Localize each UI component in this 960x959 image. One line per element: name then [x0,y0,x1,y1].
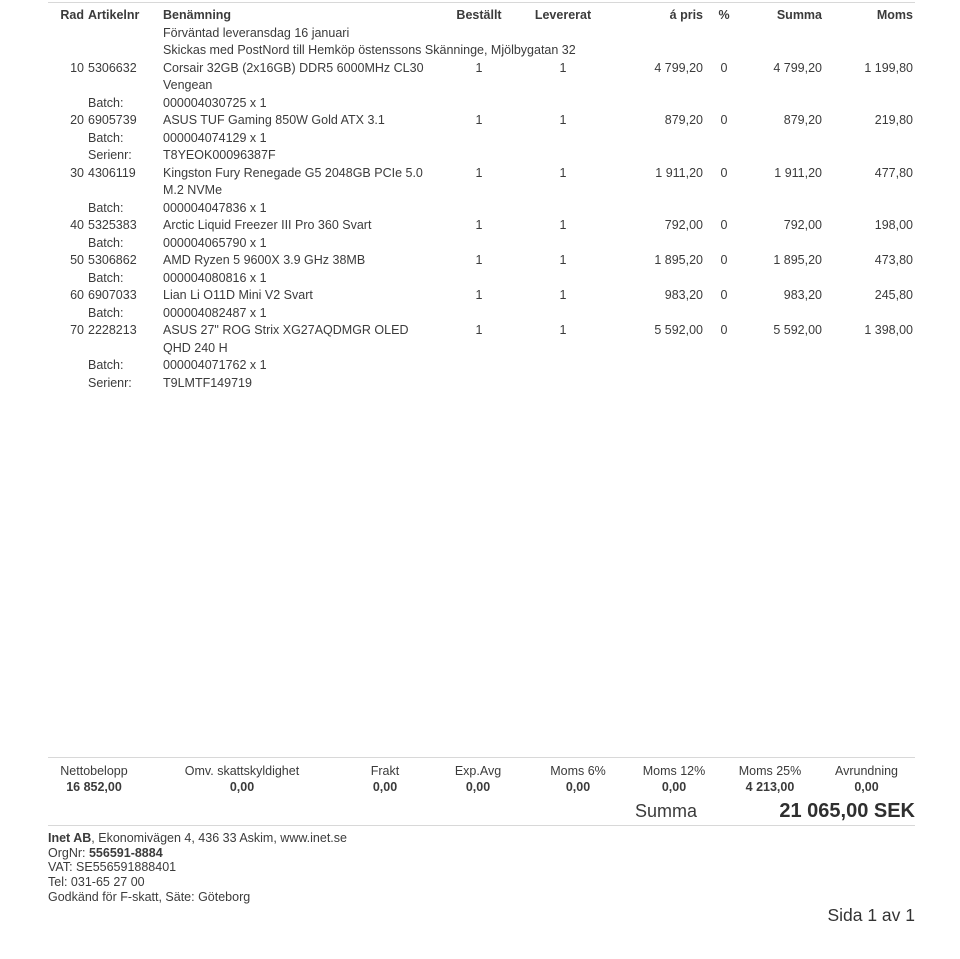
table-row [48,112,915,130]
levererat-cell [503,270,623,288]
summa-cell [745,130,822,148]
bestallt-cell: Beställt [456,8,502,22]
rad-cell: 60 [70,288,84,302]
pct-cell: 0 [720,218,728,232]
moms-cell: Moms [876,8,913,22]
benamning-cell: 000004047836 x 1 [163,200,267,215]
levererat-cell: 1 [559,113,567,127]
levererat-cell [503,147,623,165]
meta-row [48,130,915,148]
moms-cell: 1 398,00 [864,323,913,337]
company-name: Inet AB [48,831,92,845]
summa-cell [745,235,822,253]
meta-row [48,147,915,165]
moms-cell [822,375,913,393]
total-value: 0,00 [661,780,687,794]
moms-cell [822,305,913,323]
artikelnr-cell: Batch: [88,270,124,285]
levererat-cell: 1 [559,218,567,232]
apris-cell [623,42,703,60]
summa-cell: Summa [776,8,822,22]
moms-cell [822,42,913,60]
rad-cell [48,357,84,375]
artikelnr-cell: Artikelnr [88,8,140,22]
total-value: 0,00 [465,780,491,794]
benamning-cell: 000004074129 x 1 [163,130,267,145]
table-row [48,322,915,357]
pct-cell: 0 [720,323,728,337]
footer-fskatt-line: Godkänd för F-skatt, Säte: Göteborg [48,889,251,904]
benamning-cell: 000004082487 x 1 [163,305,267,320]
summa-cell: 1 911,20 [774,165,822,180]
moms-cell: 1 199,80 [864,60,913,75]
artikelnr-cell: Batch: [88,130,124,145]
bestallt-cell: 1 [475,113,483,127]
apris-cell: 1 895,20 [654,253,703,267]
pct-cell [703,305,745,323]
moms-cell: 473,80 [874,253,913,267]
apris-cell: 4 799,20 [654,60,703,75]
bestallt-cell [455,200,503,218]
benamning-cell: T8YEOK00096387F [163,148,276,162]
pct-cell [703,130,745,148]
artikelnr-cell: 4306119 [88,165,136,180]
rad-cell [48,235,84,253]
rad-cell [48,305,84,323]
summa-cell [745,25,822,43]
page-indicator: Sida 1 av 1 [827,905,915,925]
pct-cell [703,357,745,375]
apris-cell: 1 911,20 [655,165,703,180]
apris-cell [623,235,703,253]
artikelnr-cell: Batch: [88,95,124,110]
summa-cell [745,305,822,323]
apris-cell [623,375,703,393]
totals-section [48,757,915,823]
levererat-cell [503,95,623,113]
moms-cell: 245,80 [874,288,913,302]
table-row [48,287,915,305]
moms-cell [822,357,913,375]
benamning-cell: Corsair 32GB (2x16GB) DDR5 6000MHz CL30 Vengean [163,60,424,92]
meta-row [48,95,915,113]
total-label: Nettobelopp [60,764,128,778]
summa-cell [745,200,822,218]
benamning-cell: Kingston Fury Renegade G5 2048GB PCIe 5.0 M.2 NVMe [163,165,423,197]
rad-cell: 10 [70,60,84,75]
moms-cell: 477,80 [874,165,913,180]
apris-cell: 879,20 [664,113,703,127]
pct-cell: 0 [720,60,728,75]
bestallt-cell: 1 [475,165,483,180]
pct-cell [703,200,745,218]
table-row [48,217,915,235]
apris-cell [623,25,703,43]
rad-cell: 50 [70,253,84,267]
bestallt-cell [455,305,503,323]
levererat-cell: 1 [559,323,567,337]
summa-cell [745,270,822,288]
total-label: Frakt [370,764,400,778]
total-label: Omv. skattskyldighet [184,764,300,778]
moms-cell: 219,80 [874,113,913,127]
total-cell [48,763,140,795]
artikelnr-cell: 5306632 [88,60,137,75]
artikelnr-cell [88,25,163,43]
bestallt-cell [455,95,503,113]
artikelnr-cell [88,42,163,60]
benamning-cell: 000004030725 x 1 [163,95,267,110]
apris-cell [623,200,703,218]
bestallt-cell: 1 [475,218,483,232]
benamning-cell: Skickas med PostNord till Hemköp östenssons Skänninge, Mjölbygatan 32 [163,43,576,57]
apris-cell [623,147,703,165]
apris-cell [623,270,703,288]
summa-cell: 983,20 [783,288,822,302]
apris-cell: 983,20 [664,288,703,302]
rad-cell: 70 [70,323,84,337]
total-label: Moms 12% [642,764,706,778]
items-table [48,2,915,392]
levererat-cell [503,130,623,148]
rad-cell [48,25,84,43]
pct-cell [703,147,745,165]
pct-cell [703,270,745,288]
rad-cell [48,200,84,218]
grand-total-label: Summa [635,801,698,821]
rad-cell [48,130,84,148]
summa-cell [745,147,822,165]
artikelnr-cell: Serienr: [88,148,132,162]
rad-cell [48,375,84,393]
rad-cell [48,95,84,113]
footer-company-line [48,831,915,846]
moms-cell [822,95,913,113]
pct-cell [703,42,745,60]
rad-cell: 20 [70,113,84,127]
moms-cell [822,235,913,253]
pct-cell [703,25,745,43]
artikelnr-cell: Batch: [88,235,124,250]
bestallt-cell [455,270,503,288]
pct-cell: % [718,8,730,22]
total-value: 0,00 [565,780,591,794]
table-row [48,165,915,200]
benamning-cell: AMD Ryzen 5 9600X 3.9 GHz 38MB [163,253,366,267]
pct-cell [703,235,745,253]
pct-cell [703,375,745,393]
note-row [48,42,915,60]
levererat-cell [503,200,623,218]
total-value: 0,00 [229,780,255,794]
summa-cell: 879,20 [783,113,822,127]
apris-cell [623,305,703,323]
total-label: Moms 25% [738,764,802,778]
total-value: 0,00 [854,780,879,794]
artikelnr-cell: 6907033 [88,288,137,302]
levererat-cell: Levererat [534,8,592,22]
bestallt-cell: 1 [475,323,483,337]
summa-cell [745,357,822,375]
benamning-cell: 000004071762 x 1 [163,358,267,372]
meta-row [48,235,915,253]
artikelnr-cell: Serienr: [88,375,132,390]
total-label: Moms 6% [550,764,606,778]
grand-total-value: 21 065,00 SEK [779,800,915,822]
total-value: 0,00 [372,780,398,794]
pct-cell: 0 [720,253,728,267]
bestallt-cell [455,375,503,393]
bestallt-cell: 1 [475,288,483,302]
apris-cell: á pris [669,8,703,22]
bestallt-cell [455,130,503,148]
levererat-cell [503,25,623,43]
total-cell [530,763,626,795]
rad-cell: 40 [70,218,84,232]
rad-cell [48,147,84,165]
benamning-cell: Benämning [163,8,232,22]
summa-cell: 792,00 [783,218,822,232]
levererat-cell [503,235,623,253]
levererat-cell: 1 [559,165,567,180]
grand-total-row [48,800,915,823]
pct-cell [703,95,745,113]
company-address: , Ekonomivägen 4, 436 33 Askim, www.inet.se [91,831,347,845]
bestallt-cell: 1 [475,253,483,267]
bestallt-cell [455,147,503,165]
benamning-cell: Lian Li O11D Mini V2 Svart [163,288,313,302]
artikelnr-cell: 2228213 [88,323,137,337]
bestallt-cell: 1 [475,60,483,75]
benamning-cell: Arctic Liquid Freezer III Pro 360 Svart [163,218,372,232]
bestallt-cell [455,357,503,375]
company-footer [48,825,915,905]
total-label: Avrundning [834,764,898,778]
table-row [48,252,915,270]
benamning-cell: 000004065790 x 1 [163,235,267,250]
artikelnr-cell: Batch: [88,200,124,215]
summa-cell [745,95,822,113]
total-cell [140,763,344,795]
levererat-cell [503,42,623,60]
orgnr-value: 556591-8884 [88,845,163,860]
moms-cell [822,130,913,148]
meta-row [48,200,915,218]
apris-cell [623,357,703,375]
rad-cell: Rad [60,8,84,22]
levererat-cell: 1 [559,253,567,267]
moms-cell [822,25,913,43]
bestallt-cell [455,42,503,60]
benamning-cell: 000004080816 x 1 [163,270,267,285]
benamning-cell: ASUS TUF Gaming 850W Gold ATX 3.1 [163,113,385,127]
pct-cell: 0 [720,165,728,180]
summa-cell [745,42,822,60]
meta-row [48,375,915,393]
totals-row [48,763,915,795]
levererat-cell: 1 [559,288,567,302]
footer-orgnr-line [48,846,915,861]
moms-cell: 198,00 [874,218,913,232]
bestallt-cell [455,25,503,43]
artikelnr-cell: 5306862 [88,253,137,267]
levererat-cell [503,357,623,375]
pct-cell: 0 [720,113,728,127]
summa-cell [745,375,822,393]
total-value: 16 852,00 [66,780,122,794]
note-row [48,25,915,43]
total-cell [722,763,818,795]
pct-cell: 0 [720,288,728,302]
artikelnr-cell: Batch: [88,358,124,372]
moms-cell [822,147,913,165]
summa-cell: 5 592,00 [773,323,822,337]
rad-cell: 30 [70,165,84,180]
artikelnr-cell: Batch: [88,305,124,320]
benamning-cell: ASUS 27" ROG Strix XG27AQDMGR OLED QHD 240 H [163,323,409,355]
levererat-cell [503,375,623,393]
footer-tel-line: Tel: 031-65 27 00 [48,875,145,890]
total-cell [818,763,915,795]
rad-cell [48,42,84,60]
bestallt-cell [455,235,503,253]
rad-cell [48,270,84,288]
benamning-cell: Förväntad leveransdag 16 januari [163,25,350,40]
total-cell [626,763,722,795]
apris-cell: 5 592,00 [654,323,703,337]
table-row [48,60,915,95]
total-label: Exp.Avg [454,764,502,778]
artikelnr-cell: 6905739 [88,113,137,127]
meta-row [48,305,915,323]
total-cell [426,763,530,795]
meta-row [48,270,915,288]
levererat-cell: 1 [559,60,567,75]
moms-cell [822,200,913,218]
benamning-cell: T9LMTF149719 [163,375,252,390]
footer-vat-line: VAT: SE556591888401 [48,860,177,875]
total-cell [344,763,426,795]
apris-cell: 792,00 [664,218,703,232]
apris-cell [623,130,703,148]
artikelnr-cell: 5325383 [88,218,137,232]
moms-cell [822,270,913,288]
table-header-row [48,7,915,25]
total-value: 4 213,00 [745,780,795,794]
meta-row [48,357,915,375]
orgnr-label: OrgNr: [48,845,89,860]
summa-cell: 1 895,20 [773,253,822,267]
apris-cell [623,95,703,113]
levererat-cell [503,305,623,323]
summa-cell: 4 799,20 [773,60,822,75]
